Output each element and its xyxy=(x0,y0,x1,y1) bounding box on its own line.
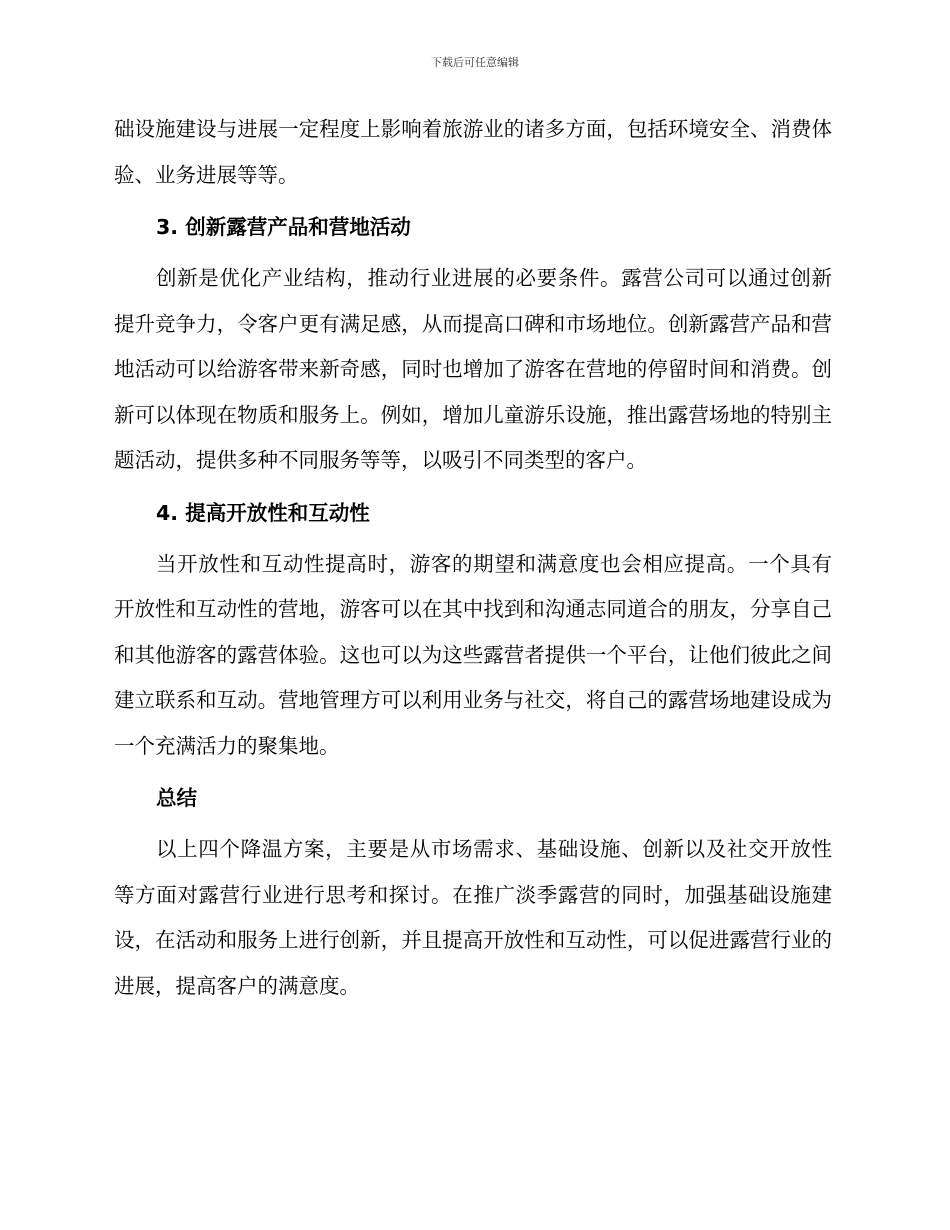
page-header: 下载后可任意编辑 xyxy=(431,56,519,69)
section-heading-4: 4. 提高开放性和互动性 xyxy=(156,500,370,525)
section-heading-3: 3. 创新露营产品和营地活动 xyxy=(156,215,411,239)
paragraph-intro: 础设施建设与进展一定程度上影响着旅游业的诸多方面，包括环境安全、消费体验、业务进展等等。 xyxy=(114,117,832,187)
paragraph-section-3: 创新是优化产业结构，推动行业进展的必要条件。露营公司可以通过创新提升竞争力，令客户更有满足感，从而提高口碑和市场地位。创新露营产品和营地活动可以给游客带来新奇感，同时也增加了游客在营地的停留时间和消费。创新可以体现在物质和服务上。例如，增加儿童游乐设施，推出露营场地的特别主题活动，提供多种不同服务等等，以吸引不同类型的客户。 xyxy=(114,266,832,472)
document-body xyxy=(114,107,832,1009)
paragraph-summary: 以上四个降温方案，主要是从市场需求、基础设施、创新以及社交开放性等方面对露营行业进行思考和探讨。在推广淡季露营的同时，加强基础设施建设，在活动和服务上进行创新，并且提高开放性和互动性，可以促进露营行业的进展，提高客户的满意度。 xyxy=(114,837,832,998)
section-heading-summary: 总结 xyxy=(156,786,197,810)
paragraph-section-4: 当开放性和互动性提高时，游客的期望和满意度也会相应提高。一个具有开放性和互动性的营地，游客可以在其中找到和沟通志同道合的朋友，分享自己和其他游客的露营体验。这也可以为这些露营者提供一个平台，让他们彼此之间建立联系和互动。营地管理方可以利用业务与社交，将自己的露营场地建设成为一个充满活力的聚集地。 xyxy=(114,551,832,758)
